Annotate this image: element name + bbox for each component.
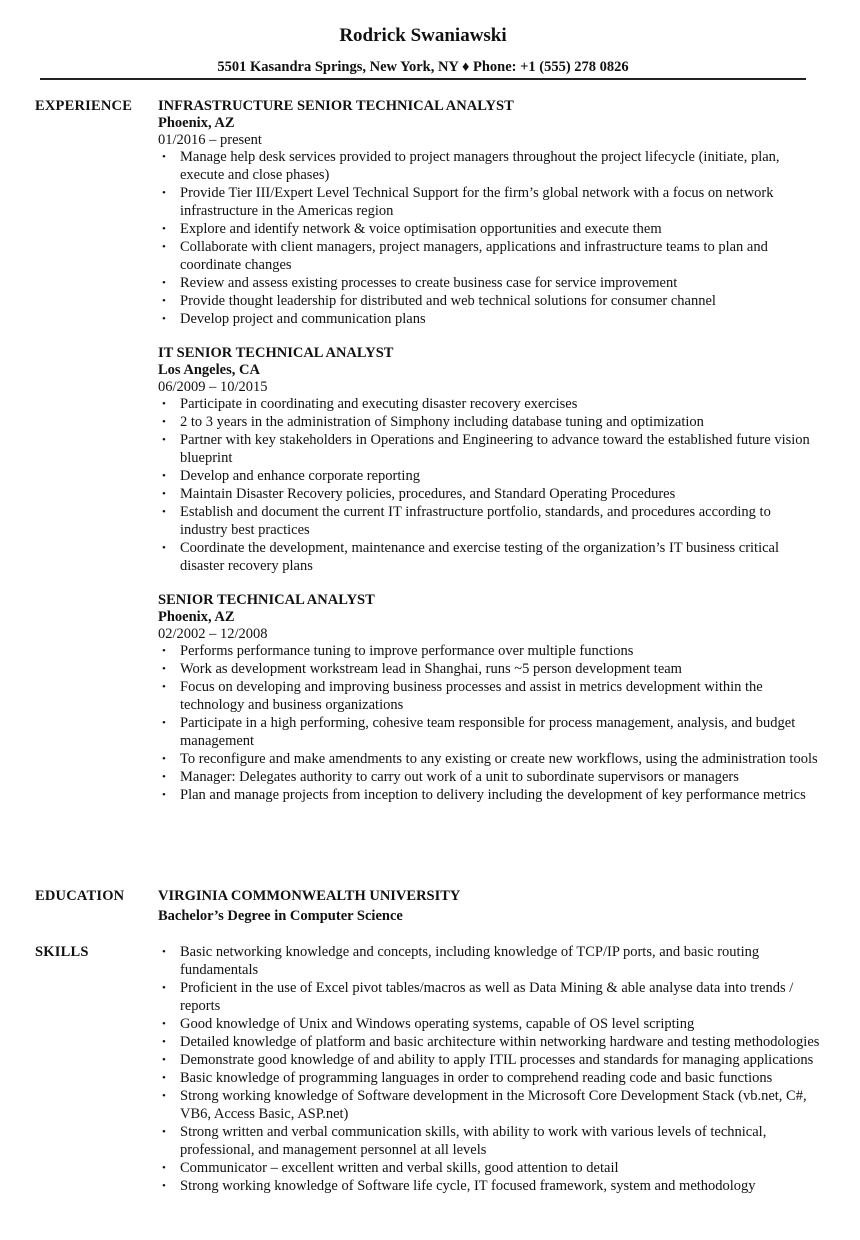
bullet-icon: • — [162, 488, 166, 500]
list-item — [158, 768, 820, 786]
list-item-text: Strong working knowledge of Software development in the Microsoft Core Development Stack (vb.net, C#, VB6, Access Basic, ASP.net) — [180, 1088, 807, 1122]
list-item-text: 2 to 3 years in the administration of Simphony including database tuning and optimization — [180, 414, 704, 430]
list-item — [158, 431, 820, 467]
list-item — [158, 1051, 820, 1069]
list-item-text: Partner with key stakeholders in Operations and Engineering to advance toward the established future vision blueprint — [180, 432, 810, 466]
bullet-icon: • — [162, 295, 166, 307]
list-item-text: Participate in coordinating and executing disaster recovery exercises — [180, 396, 578, 412]
job-title: INFRASTRUCTURE SENIOR TECHNICAL ANALYST — [158, 98, 514, 114]
bullet-icon: • — [162, 1090, 166, 1102]
education-degree: Bachelor’s Degree in Computer Science — [158, 908, 403, 924]
list-item — [158, 1123, 820, 1159]
bullet-icon: • — [162, 187, 166, 199]
job-location: Los Angeles, CA — [158, 362, 260, 378]
job-title: SENIOR TECHNICAL ANALYST — [158, 592, 375, 608]
job-dates: 06/2009 – 10/2015 — [158, 379, 268, 395]
list-item-text: Develop and enhance corporate reporting — [180, 468, 420, 484]
list-item-text: Participate in a high performing, cohesive team responsible for process management, analysis, and budget management — [180, 715, 796, 749]
bullet-icon: • — [162, 241, 166, 253]
list-item — [158, 539, 820, 575]
list-item — [158, 642, 820, 660]
skills-list — [158, 943, 820, 1195]
list-item-text: Develop project and communication plans — [180, 311, 426, 327]
bullet-icon: • — [162, 1018, 166, 1030]
list-item-text: Collaborate with client managers, project managers, applications and infrastructure teams to plan and coordinate changes — [180, 239, 768, 273]
bullet-icon: • — [162, 151, 166, 163]
bullet-icon: • — [162, 946, 166, 958]
list-item — [158, 678, 820, 714]
list-item-text: Detailed knowledge of platform and basic architecture within networking hardware and testing methodologies — [180, 1034, 820, 1050]
list-item — [158, 750, 820, 768]
education-entry — [158, 887, 820, 927]
bullet-icon: • — [162, 313, 166, 325]
list-item-text: Communicator – excellent written and verbal skills, good attention to detail — [180, 1160, 619, 1176]
list-item — [158, 238, 820, 274]
list-item — [158, 714, 820, 750]
bullet-icon: • — [162, 789, 166, 801]
list-item — [158, 485, 820, 503]
bullet-icon: • — [162, 1036, 166, 1048]
list-item — [158, 413, 820, 431]
list-item-text: Basic knowledge of programming languages in order to comprehend reading code and basic functions — [180, 1070, 773, 1086]
list-item — [158, 467, 820, 485]
job-title: IT SENIOR TECHNICAL ANALYST — [158, 345, 394, 361]
list-item — [158, 1069, 820, 1087]
list-item-text: Provide thought leadership for distributed and web technical solutions for consumer channel — [180, 293, 716, 309]
list-item-text: Manager: Delegates authority to carry out work of a unit to subordinate supervisors or managers — [180, 769, 739, 785]
list-item-text: Demonstrate good knowledge of and ability to apply ITIL processes and standards for managing applications — [180, 1052, 814, 1068]
job-bullets — [158, 395, 820, 575]
job-dates: 01/2016 – present — [158, 132, 262, 148]
list-item — [158, 1015, 820, 1033]
list-item — [158, 660, 820, 678]
list-item-text: Strong written and verbal communication skills, with ability to work with various levels of technical, professional, and management personnel at all levels — [180, 1124, 767, 1158]
job-bullets — [158, 642, 820, 804]
list-item — [158, 184, 820, 220]
list-item-text: Establish and document the current IT infrastructure portfolio, standards, and procedures according to industry best practices — [180, 504, 771, 538]
bullet-icon: • — [162, 1054, 166, 1066]
list-item-text: Maintain Disaster Recovery policies, procedures, and Standard Operating Procedures — [180, 486, 676, 502]
bullet-icon: • — [162, 434, 166, 446]
list-item-text: Plan and manage projects from inception to delivery including the development of key performance metrics — [180, 787, 806, 803]
section-label-skills: SKILLS — [35, 944, 89, 960]
experience-list — [158, 97, 820, 820]
bullet-icon: • — [162, 1180, 166, 1192]
list-item — [158, 503, 820, 539]
list-item-text: Strong working knowledge of Software life cycle, IT focused framework, system and methodology — [180, 1178, 756, 1194]
list-item — [158, 979, 820, 1015]
education-school: VIRGINIA COMMONWEALTH UNIVERSITY — [158, 888, 461, 904]
section-label-experience: EXPERIENCE — [35, 98, 133, 114]
job-location: Phoenix, AZ — [158, 115, 235, 131]
bullet-icon: • — [162, 470, 166, 482]
bullet-icon: • — [162, 1072, 166, 1084]
bullet-icon: • — [162, 1162, 166, 1174]
bullet-icon: • — [162, 982, 166, 994]
list-item-text: Work as development workstream lead in Shanghai, runs ~5 person development team — [180, 661, 682, 677]
job-dates: 02/2002 – 12/2008 — [158, 626, 268, 642]
list-item-text: Explore and identify network & voice optimisation opportunities and execute them — [180, 221, 662, 237]
list-item-text: Basic networking knowledge and concepts, including knowledge of TCP/IP ports, and basic routing fundamentals — [180, 944, 760, 978]
job-bullets — [158, 148, 820, 328]
list-item-text: To reconfigure and make amendments to any existing or create new workflows, using the administration tools — [180, 751, 818, 767]
bullet-icon: • — [162, 223, 166, 235]
list-item — [158, 292, 820, 310]
list-item — [158, 1033, 820, 1051]
bullet-icon: • — [162, 645, 166, 657]
list-item-text: Focus on developing and improving business processes and assist in metrics development within the technology and business organizations — [180, 679, 763, 713]
bullet-icon: • — [162, 277, 166, 289]
list-item-text: Review and assess existing processes to create business case for service improvement — [180, 275, 678, 291]
skills-body — [158, 943, 820, 1195]
bullet-icon: • — [162, 1126, 166, 1138]
list-item-text: Provide Tier III/Expert Level Technical Support for the firm’s global network with a focus on network infrastructure in the Americas region — [180, 185, 774, 219]
section-label-education: EDUCATION — [35, 888, 125, 904]
bullet-icon: • — [162, 663, 166, 675]
contact-line: 5501 Kasandra Springs, New York, NY ♦ Phone: +1 (555) 278 0826 — [217, 59, 629, 75]
list-item-text: Good knowledge of Unix and Windows operating systems, capable of OS level scripting — [180, 1016, 695, 1032]
bullet-icon: • — [162, 771, 166, 783]
candidate-name: Rodrick Swaniawski — [339, 25, 507, 46]
list-item — [158, 274, 820, 292]
list-item — [158, 310, 820, 328]
job-entry — [158, 344, 820, 575]
list-item — [158, 395, 820, 413]
header-divider — [40, 78, 806, 80]
job-entry — [158, 591, 820, 804]
bullet-icon: • — [162, 753, 166, 765]
list-item — [158, 786, 820, 804]
bullet-icon: • — [162, 542, 166, 554]
bullet-icon: • — [162, 506, 166, 518]
list-item — [158, 148, 820, 184]
list-item — [158, 220, 820, 238]
list-item — [158, 1177, 820, 1195]
list-item-text: Performs performance tuning to improve performance over multiple functions — [180, 643, 634, 659]
bullet-icon: • — [162, 681, 166, 693]
bullet-icon: • — [162, 717, 166, 729]
list-item-text: Coordinate the development, maintenance and exercise testing of the organization’s IT business critical disaster recovery plans — [180, 540, 780, 574]
bullet-icon: • — [162, 416, 166, 428]
bullet-icon: • — [162, 398, 166, 410]
list-item — [158, 1087, 820, 1123]
list-item — [158, 1159, 820, 1177]
job-entry — [158, 97, 820, 328]
list-item-text: Manage help desk services provided to project managers throughout the project lifecycle (initiate, plan, execute and close phases) — [180, 149, 780, 183]
list-item — [158, 943, 820, 979]
list-item-text: Proficient in the use of Excel pivot tables/macros as well as Data Mining & able analyse data into trends / reports — [180, 980, 794, 1014]
job-location: Phoenix, AZ — [158, 609, 235, 625]
